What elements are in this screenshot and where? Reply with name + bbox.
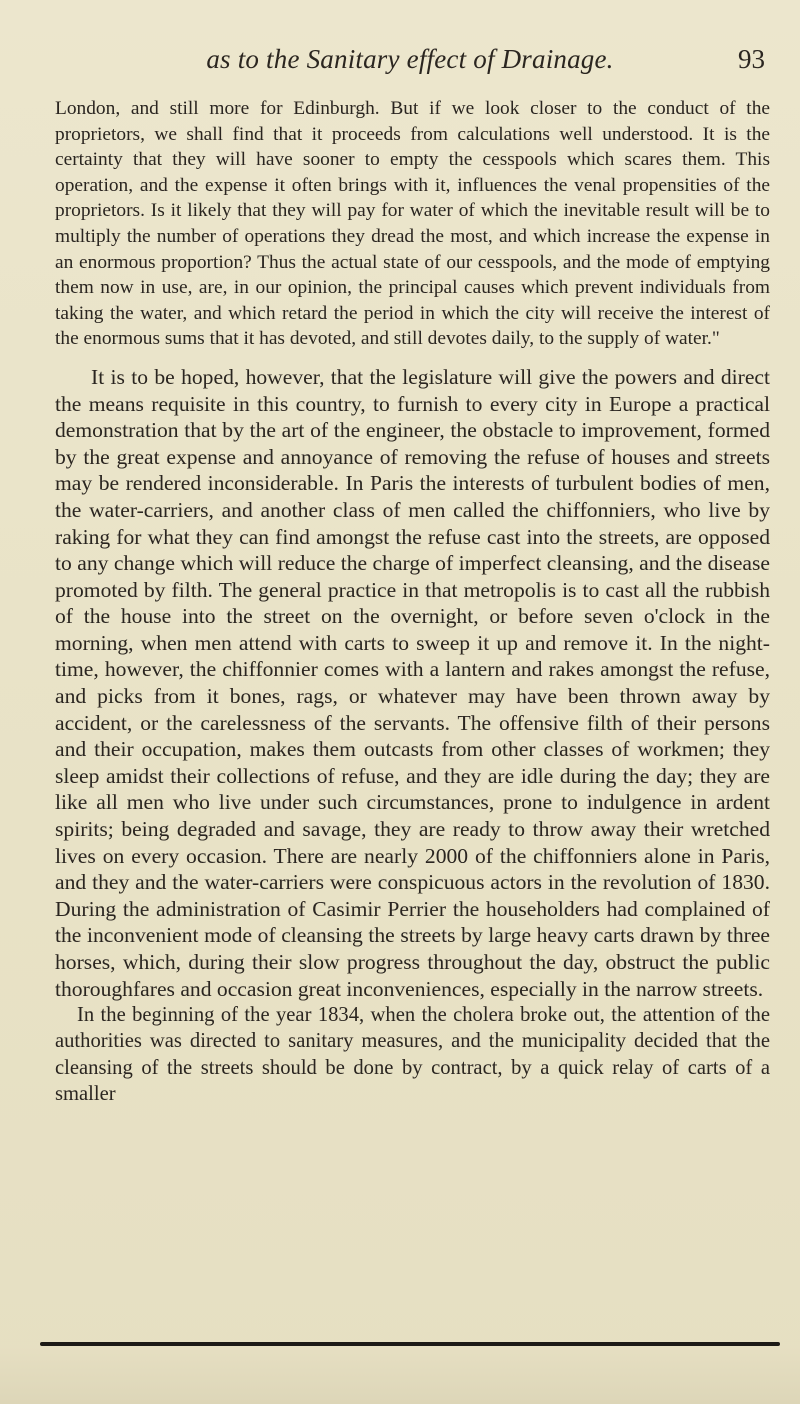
paragraph-continuation: London, and still more for Edinburgh. But if we look closer to the conduct of the proprietors, we shall find that it proceeds from calculations well understood. It is the certainty that they will have sooner to empty the cesspools which scares them. This operation, and the expense it often brings with it, influences the venal propensities of the proprietors. Is it likely that they will pay for water of which the inevitable result will be to multiply the number of operations they dread the most, and which increase the expense in an enormous proportion? Thus the actual state of our cesspools, and the mode of emptying them now in use, are, in our opinion, the principal causes which prevent individuals from taking the water, and which retard the period in which the city will receive the interest of the enormous sums that it has devoted, and still devotes daily, to the supply of water." (55, 98, 770, 350)
paragraph-cholera: In the beginning of the year 1834, when the cholera broke out, the attention of the authorities was directed to sanitary measures, and the municipality decided that the cleansing of the streets should be done by contract, by a quick relay of carts of a smaller (55, 1004, 770, 1105)
bottom-edge-rule (40, 1342, 780, 1346)
paragraph-legislature: It is to be hoped, however, that the legislature will give the powers and direct the means requisite in this country, to furnish to every city in Europe a practical demonstration that by the art of the engineer, the obstacle to improvement, formed by the great expense and annoyance of removing the refuse of houses and streets may be rendered inconsiderable. In Paris the interests of turbulent bodies of men, the water-carriers, and another class of men called the chiffonniers, who live by raking for what they can find amongst the refuse cast into the streets, are opposed to any change which will reduce the charge of imperfect cleansing, and the disease promoted by filth. The general practice in that metropolis is to cast all the rubbish of the house into the street on the overnight, or before seven o'clock in the morning, when men attend with carts to sweep it up and remove it. In the night-time, however, the chiffonnier comes with a lantern and rakes amongst the refuse, and picks from it bones, rags, or whatever may have been thrown away by accident, or the carelessness of the servants. The offensive filth of their persons and their occupation, makes them outcasts from other classes of workmen; they sleep amidst their collections of refuse, and they are idle during the day; they are like all men who live under such circumstances, prone to indulgence in ardent spirits; being degraded and savage, they are ready to throw away their wretched lives on every occasion. There are nearly 2000 of the chiffonniers alone in Paris, and they and the water-carriers were conspicuous actors in the revolution of 1830. During the administration of Casimir Perrier the householders had complained of the inconvenient mode of cleansing the streets by large heavy carts drawn by three horses, which, during their slow progress throughout the day, obstruct the public thoroughfares and occasion great inconveniences, especially in the narrow streets. (55, 364, 770, 1001)
running-title: as to the Sanitary effect of Drainage. (206, 44, 614, 74)
page-bottom-shadow (0, 1346, 800, 1404)
page-number: 93 (738, 44, 765, 74)
body-text (55, 96, 770, 1107)
running-head (55, 44, 765, 84)
